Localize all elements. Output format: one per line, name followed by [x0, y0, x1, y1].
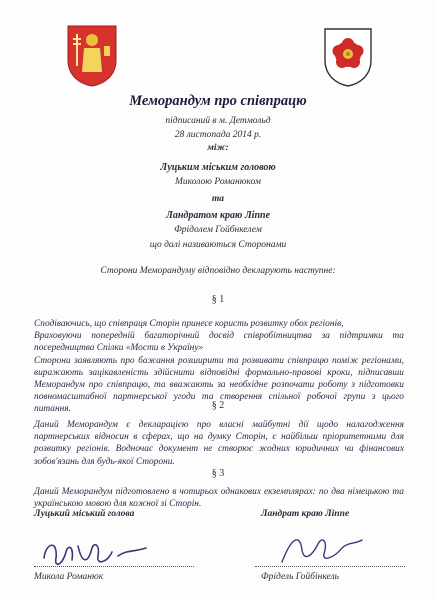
party1-name: Миколою Романюком: [175, 177, 261, 187]
section-2-paragraph: Даний Меморандум є декларацією про власні майбутні дії щодо налагодження партнерських відносин в сферах, що на думку Сторін, є найбільш пріоритетними для розвитку регіонів. Водночас документ не створює жодних юридичних чи фінансових зобов'язань для будь-якої Сторони.: [34, 420, 404, 467]
section-2-heading: § 2: [211, 400, 225, 411]
left-signatory-role: Луцький міський голова: [34, 509, 135, 519]
section-1-heading: § 1: [211, 294, 225, 305]
hereinafter-label: що далі називаються Сторонами: [149, 240, 287, 250]
lutsk-coat-of-arms-icon: [64, 22, 120, 88]
between-label: між:: [207, 143, 229, 153]
section-1-paragraph: Враховуючи попередній багаторічний досвід співробітництва за підтримки та посередництва Спілки «Мости в Україну»: [34, 331, 404, 354]
section-3-heading: § 3: [211, 468, 225, 479]
section-3-paragraph: Даний Меморандум підготовлено в чотирьох однакових екземплярах: по два німецькою та українською мовою для кожної зі Сторін.: [34, 487, 404, 510]
section-2-body: [34, 419, 404, 468]
lippe-coat-of-arms-icon: [322, 26, 374, 88]
declaration-line: Сторони Меморандуму відповідно декларують наступне:: [100, 266, 336, 276]
party1-title: Луцьким міським головою: [160, 162, 276, 173]
party2-title: Ландратом краю Ліппе: [165, 210, 271, 221]
signed-date: 28 листопада 2014 р.: [174, 130, 262, 140]
section-1-paragraph: Сторони заявляють про бажання розширити та розвивати співпрацю поміж регіонами, виражають зацікавленість здійснити відповідні формально-правові кроки, підписавши Меморандум про співпрацю, та вважають за необхідне розпочати роботу з підготовки повномасштабної партнерської угоди та створення спільної робочої групи з цього питання.: [34, 355, 404, 415]
left-signatory-name: Микола Романюк: [34, 572, 104, 582]
section-1-paragraph: Сподіваючись, що співпраця Сторін принесе користь розвитку обох регіонів,: [34, 319, 344, 329]
right-signature-line: [255, 566, 405, 567]
document-title: Меморандум про співпрацю: [129, 93, 307, 109]
signed-place: підписаний в м. Детмольд: [165, 116, 271, 126]
section-3-body: [34, 486, 404, 510]
right-signatory-role: Ландрат краю Ліппе: [261, 509, 350, 519]
and-label: та: [211, 194, 225, 204]
party2-name: Фрідолем Гойбнкелем: [174, 225, 262, 235]
left-signature-line: [34, 566, 194, 567]
left-handwritten-signature-icon: [38, 528, 156, 574]
right-signatory-name: Фрідель Гойбінкель: [261, 572, 339, 582]
